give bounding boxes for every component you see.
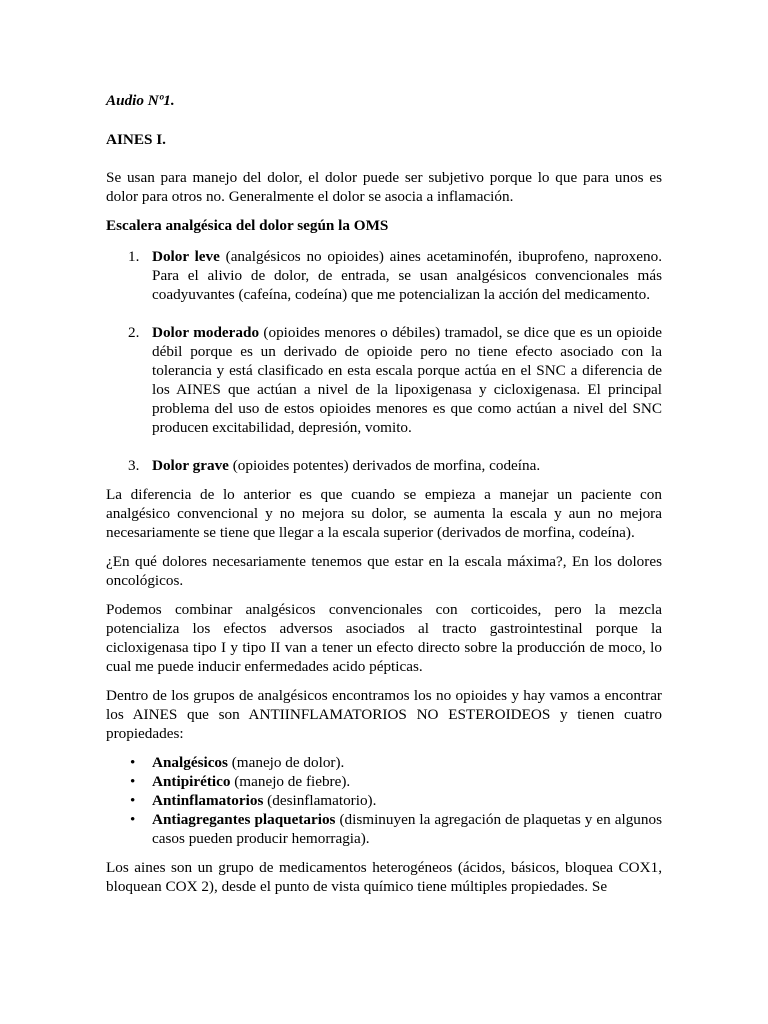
property-text: (desinflamatorio). [263,792,377,809]
property-item [106,753,662,772]
bullet-icon: • [130,754,136,771]
property-item [106,810,662,848]
step-number: 3. [128,457,140,474]
analgesic-ladder-list [106,247,662,475]
property-item [106,772,662,791]
property-term: Antinflamatorios [152,792,264,809]
aines-paragraph: Los aines son un grupo de medicamentos heterogéneos (ácidos, básicos, bloquea COX1, bloquean COX 2), desde el punto de vista químico tiene múltiples propiedades. Se [106,859,662,895]
ladder-heading: Escalera analgésica del dolor según la OMS [106,217,389,234]
document-body [106,91,662,906]
step-text: (opioides potentes) derivados de morfina, codeína. [228,457,541,474]
step-text: (opioides menores o débiles) tramadol, se dice que es un opioide débil porque es un derivado de opioide pero no tiene efecto asociado con la tolerancia y está clasificado en esta escala porque actúa en el SNC a diferencia de los AINES que actúan a nivel de la lipoxigenasa y cicloxigenasa. El principal problema del uso de estos opioides menores es que como actúan a nivel del SNC producen excitabilidad, depresión, vomito. [152,324,662,436]
step-number: 2. [128,324,140,341]
step-number: 1. [128,248,140,265]
ladder-step-1 [106,247,662,304]
section-title: AINES I. [106,131,166,148]
property-text: (disminuyen la agregación de plaquetas y en algunos casos pueden producir hemorragia). [152,811,662,847]
intro-paragraph: Se usan para manejo del dolor, el dolor puede ser subjetivo porque lo que para unos es dolor para otros no. Generalmente el dolor se asocia a inflamación. [106,169,662,205]
property-item [106,791,662,810]
property-term: Antiagregantes plaquetarios [152,811,336,828]
properties-list [106,753,662,848]
bullet-icon: • [130,811,136,828]
step-term: Dolor moderado [152,324,260,341]
bullet-icon: • [130,792,136,809]
property-text: (manejo de fiebre). [230,773,351,790]
step-term: Dolor leve [152,248,220,265]
property-term: Antipirético [152,773,231,790]
question-paragraph: ¿En qué dolores necesariamente tenemos que estar en la escala máxima?, En los dolores oncológicos. [106,553,662,589]
ladder-step-2 [106,323,662,437]
ladder-step-3 [106,456,662,475]
bullet-icon: • [130,773,136,790]
combine-paragraph: Podemos combinar analgésicos convencionales con corticoides, pero la mezcla potencializa los efectos adversos asociados al tracto gastrointestinal porque la cicloxigenasa tipo I y tipo II van a tener un efecto directo sobre la producción de moco, lo cual me puede inducir enfermedades acido pépticas. [106,601,662,675]
groups-paragraph: Dentro de los grupos de analgésicos encontramos los no opioides y hay vamos a encontrar los AINES que son ANTIINFLAMATORIOS NO ESTEROIDEOS y tienen cuatro propiedades: [106,687,662,742]
property-text: (manejo de dolor). [227,754,345,771]
step-term: Dolor grave [152,457,229,474]
property-term: Analgésicos [152,754,228,771]
step-text: (analgésicos no opioides) aines acetaminofén, ibuprofeno, naproxeno. Para el alivio de dolor, de entrada, se usan analgésicos convencionales más coadyuvantes (cafeína, codeína) que me potencializan la acción del medicamento. [152,248,663,303]
difference-paragraph: La diferencia de lo anterior es que cuando se empieza a manejar un paciente con analgésico convencional y no mejora su dolor, se aumenta la escala y aun no mejora necesariamente se tiene que llegar a la escala superior (derivados de morfina, codeína). [106,486,662,541]
audio-title: Audio Nº1. [106,92,175,109]
